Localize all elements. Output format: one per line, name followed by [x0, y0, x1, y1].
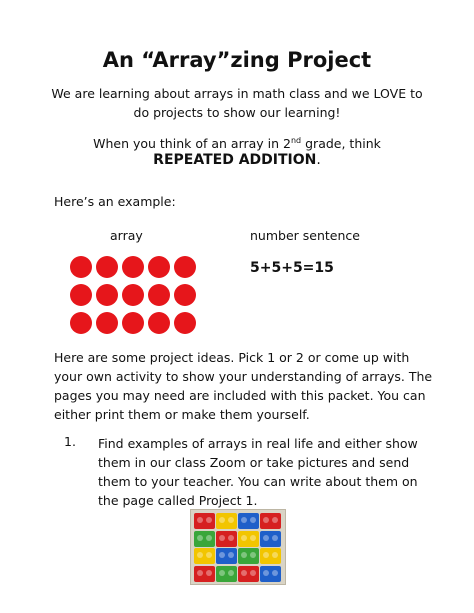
repeated-addition-period: . — [316, 152, 321, 168]
array-dot — [122, 256, 144, 278]
lego-brick — [194, 531, 215, 547]
array-dot — [70, 284, 92, 306]
array-dot — [70, 312, 92, 334]
number-sentence: 5+5+5=15 — [250, 260, 334, 276]
list-item-number: 1. — [64, 434, 76, 449]
page-title: An “Array”zing Project — [102, 48, 372, 72]
lego-brick — [238, 548, 259, 564]
dot-array — [70, 256, 195, 336]
array-dot — [122, 312, 144, 334]
lego-brick — [194, 513, 215, 529]
lego-brick — [238, 566, 259, 582]
think-text-superscript: nd — [290, 135, 302, 145]
array-dot — [148, 284, 170, 306]
lego-brick — [194, 548, 215, 564]
example-label: Here’s an example: — [54, 194, 176, 209]
array-dot — [174, 284, 196, 306]
think-text-before: When you think of an array in 2 — [93, 136, 291, 151]
array-label: array — [110, 228, 143, 243]
lego-brick — [216, 531, 237, 547]
lego-brick — [260, 513, 281, 529]
repeated-addition-heading — [0, 152, 474, 168]
array-dot — [122, 284, 144, 306]
lego-brick — [216, 548, 237, 564]
array-dot — [174, 256, 196, 278]
repeated-addition-text: REPEATED ADDITION — [153, 152, 317, 168]
lego-brick — [216, 513, 237, 529]
lego-brick — [216, 566, 237, 582]
think-text — [40, 134, 434, 153]
array-dot — [96, 284, 118, 306]
array-dot — [96, 312, 118, 334]
lego-brick — [194, 566, 215, 582]
lego-brick — [238, 531, 259, 547]
array-dot — [70, 256, 92, 278]
array-dot — [174, 312, 196, 334]
array-dot — [148, 256, 170, 278]
lego-brick — [238, 513, 259, 529]
array-dot — [148, 312, 170, 334]
lego-brick — [260, 566, 281, 582]
lego-brick — [260, 531, 281, 547]
lego-array-photo — [190, 509, 286, 585]
array-dot — [96, 256, 118, 278]
list-item-text: Find examples of arrays in real life and either show them in our class Zoom or take pictures and send them to your teacher. You can write about them on the page called Project 1. — [98, 436, 418, 508]
lego-brick — [260, 548, 281, 564]
think-text-after: grade, think — [301, 136, 381, 151]
project-ideas-text: Here are some project ideas. Pick 1 or 2 or come up with your own activity to show your understanding of arrays. The pages you may need are included with this packet. You can either print them or make them yourself. — [54, 350, 433, 422]
number-sentence-label: number sentence — [250, 228, 360, 243]
intro-text: We are learning about arrays in math class and we LOVE to do projects to show our learning! — [51, 86, 423, 120]
